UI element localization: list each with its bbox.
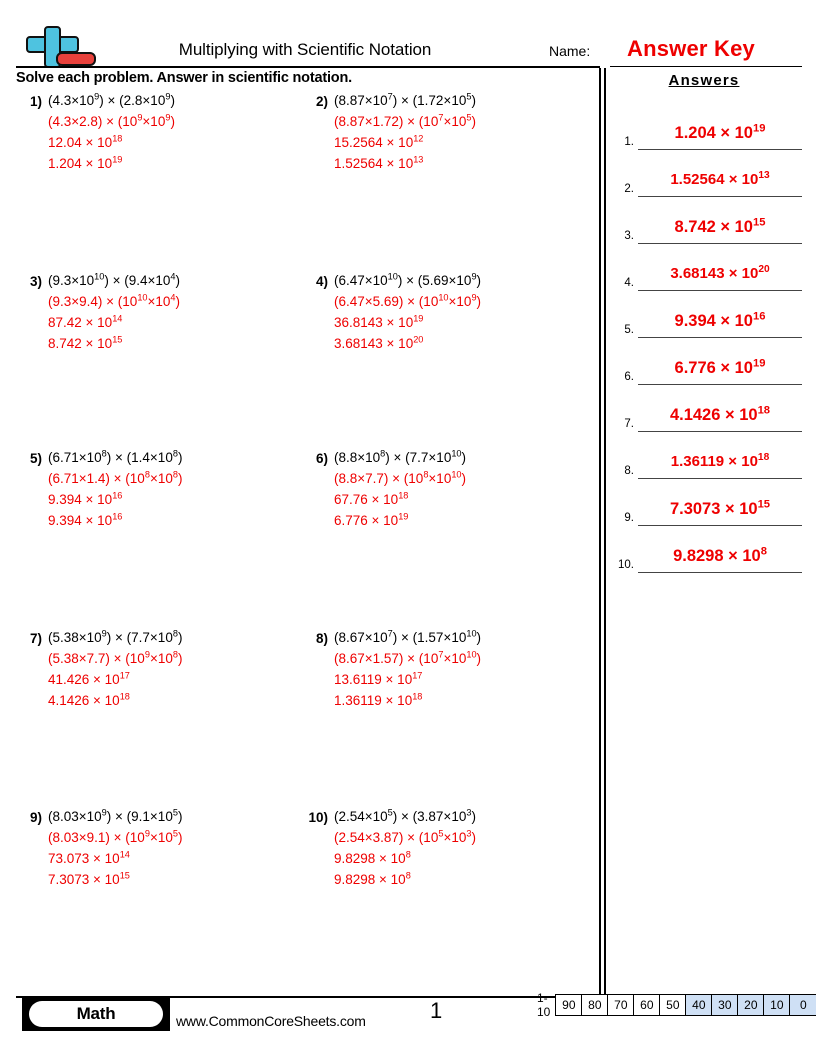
answer-value: $9.394 \times 10^{16}$ [674, 310, 766, 330]
grading-scale-cell: 60 [634, 995, 660, 1015]
problem-body [48, 806, 306, 890]
website-url: www.CommonCoreSheets.com [176, 1013, 366, 1029]
grading-scale-cell: 80 [582, 995, 608, 1015]
problem-worked-step: $8.742 \times 10^{15}$ [48, 334, 123, 351]
subject-badge-label: Math [29, 1001, 163, 1027]
grading-scale-cell: 50 [660, 995, 686, 1015]
problem-number: 10) [308, 810, 328, 825]
problem-body [48, 627, 306, 711]
problem-worked-step: $36.8143 \times 10^{19}$ [334, 313, 424, 330]
problem-question: $(6.47\times 10^{10}) \times (5.69\times 10^9)$ [334, 271, 482, 288]
problem-worked-step: $(4.3\times 2.8) \times (10^9\times 10^9)$ [48, 112, 175, 129]
answer-key-badge: Answer Key [627, 36, 755, 61]
problem-worked-step: $(5.38\times 7.7) \times (10^9\times 10^8)$ [48, 649, 183, 666]
problem-worked-step: $(2.54\times 3.87) \times (10^5\times 10^3)$ [334, 828, 476, 845]
problem-worked-step: $6.776 \times 10^{19}$ [334, 511, 409, 528]
problem-worked-step: $67.76 \times 10^{18}$ [334, 490, 409, 507]
problem-question: $(6.71\times 10^8) \times (1.4\times 10^8)$ [48, 448, 183, 465]
grading-scale-cell: 30 [712, 995, 738, 1015]
problem-body [334, 270, 592, 354]
answer-row[interactable] [612, 390, 807, 432]
problem-question: $(8.87\times 10^7) \times (1.72\times 10^5)$ [334, 91, 476, 108]
problem-body [334, 90, 592, 174]
grading-scale-cell: 90 [556, 995, 582, 1015]
worksheet-header [0, 0, 816, 68]
problem-question: $(8.8\times 10^8) \times (7.7\times 10^{10})$ [334, 448, 467, 465]
problem-number: 1) [29, 94, 42, 109]
problem-worked-step: $73.073 \times 10^{14}$ [48, 849, 130, 866]
problem-question: $(2.54\times 10^5) \times (3.87\times 10^3)$ [334, 807, 476, 824]
answer-row-index: 8. [624, 465, 634, 477]
answers-heading [606, 72, 802, 89]
problem-number: 3) [29, 274, 42, 289]
problem-worked-step: $(6.71\times 1.4) \times (10^8\times 10^8)$ [48, 469, 183, 486]
problem-number: 8) [315, 631, 328, 646]
answer-row-index: 3. [624, 230, 634, 242]
problem-number: 9) [29, 810, 42, 825]
problem-question: $(8.67\times 10^7) \times (1.57\times 10^{10})$ [334, 628, 482, 645]
answer-row-index: 4. [624, 277, 634, 289]
answer-row[interactable] [612, 202, 807, 244]
logo-minus-bar [56, 52, 96, 66]
problem-worked-step: $(8.87\times 1.72) \times (10^7\times 10^5)$ [334, 112, 476, 129]
answer-blank[interactable] [638, 307, 802, 338]
answer-row[interactable] [612, 531, 807, 573]
problem-body [48, 90, 306, 174]
grading-scale-range-label: 1-10 [537, 991, 551, 1019]
answer-blank[interactable] [638, 354, 802, 385]
problem-body [48, 447, 306, 531]
problem-number: 7) [29, 631, 42, 646]
answer-blank[interactable] [638, 119, 802, 150]
problem-question: $(8.03\times 10^9) \times (9.1\times 10^5)$ [48, 807, 183, 824]
answer-row[interactable] [612, 343, 807, 385]
answer-value: $8.742 \times 10^{15}$ [674, 216, 766, 236]
problem-body [48, 270, 306, 354]
problem-worked-step: $87.42 \times 10^{14}$ [48, 313, 123, 330]
problem-worked-step: $9.8298 \times 10^8$ [334, 870, 411, 887]
answer-value: $7.3073 \times 10^{15}$ [669, 498, 771, 518]
problem-body [334, 447, 592, 531]
answer-row[interactable] [612, 437, 807, 479]
problem-worked-step: $1.52564 \times 10^{13}$ [334, 154, 424, 171]
grading-scale-cell: 0 [790, 995, 816, 1015]
grading-scale-cell: 70 [608, 995, 634, 1015]
answer-row-index: 2. [624, 183, 634, 195]
grading-scale-cell: 10 [764, 995, 790, 1015]
problem-number: 5) [29, 451, 42, 466]
answer-value: $1.36119 \times 10^{18}$ [670, 452, 770, 470]
problem-worked-step: $1.204 \times 10^{19}$ [48, 154, 123, 171]
problem-question: $(5.38\times 10^9) \times (7.7\times 10^8)$ [48, 628, 183, 645]
answer-row-index: 6. [624, 371, 634, 383]
grading-scale-cells [555, 994, 816, 1016]
answer-row-index: 7. [624, 418, 634, 430]
problem-question: $(9.3\times 10^{10}) \times (9.4\times 10^4)$ [48, 271, 181, 288]
answer-row[interactable] [612, 108, 807, 150]
answer-blank[interactable] [638, 495, 802, 526]
problem-body [334, 806, 592, 890]
problem-worked-step: $41.426 \times 10^{17}$ [48, 670, 130, 687]
header-divider-line-right [610, 66, 802, 67]
subject-badge [22, 997, 170, 1031]
answer-blank[interactable] [638, 401, 802, 432]
column-divider [599, 68, 606, 998]
problem-worked-step: $7.3073 \times 10^{15}$ [48, 870, 130, 887]
problem-number: 4) [315, 274, 328, 289]
answer-value: $6.776 \times 10^{19}$ [674, 357, 766, 377]
answer-row-index: 1. [624, 136, 634, 148]
answers-heading-text: Answers [668, 72, 740, 89]
answer-value: $4.1426 \times 10^{18}$ [669, 404, 771, 424]
answer-blank[interactable] [638, 166, 802, 197]
problem-worked-step: $1.36119 \times 10^{18}$ [334, 691, 423, 708]
answer-blank[interactable] [638, 542, 802, 573]
problem-number: 2) [315, 94, 328, 109]
grading-scale [537, 991, 816, 1019]
page-title: Multiplying with Scientific Notation [178, 40, 432, 59]
problem-worked-step: $(8.8\times 7.7) \times (10^8\times 10^{10})$ [334, 469, 467, 486]
answer-value: $9.8298 \times 10^8$ [673, 545, 767, 565]
problem-question: $(4.3\times 10^9) \times (2.8\times 10^9)$ [48, 91, 175, 108]
header-divider-line [16, 66, 600, 68]
answer-row[interactable] [612, 296, 807, 338]
answer-row-index: 5. [624, 324, 634, 336]
problem-worked-step: $13.6119 \times 10^{17}$ [334, 670, 423, 687]
page-number: 1 [430, 998, 443, 1023]
grading-scale-cell: 20 [738, 995, 764, 1015]
answer-row[interactable] [612, 249, 807, 291]
problem-worked-step: $(6.47\times 5.69) \times (10^{10}\times 10^9)$ [334, 292, 482, 309]
problem-worked-step: $(9.3\times 9.4) \times (10^{10}\times 10^4)$ [48, 292, 181, 309]
grading-scale-cell: 40 [686, 995, 712, 1015]
answer-row-index: 10. [618, 559, 634, 571]
problem-body [334, 627, 592, 711]
problem-worked-step: $(8.03\times 9.1) \times (10^9\times 10^5)$ [48, 828, 183, 845]
answer-row-index: 9. [624, 512, 634, 524]
answer-blank[interactable] [638, 213, 802, 244]
problem-number: 6) [315, 451, 328, 466]
answer-value: $1.52564 \times 10^{13}$ [670, 170, 770, 188]
plus-minus-logo-icon [18, 26, 98, 70]
answer-blank[interactable] [638, 260, 802, 291]
problem-worked-step: $9.8298 \times 10^8$ [334, 849, 411, 866]
problem-worked-step: $3.68143 \times 10^{20}$ [334, 334, 424, 351]
problem-worked-step: $(8.67\times 1.57) \times (10^7\times 10^{10})$ [334, 649, 482, 666]
name-label: Name: [549, 43, 591, 59]
problem-worked-step: $15.2564 \times 10^{12}$ [334, 133, 424, 150]
answer-row[interactable] [612, 484, 807, 526]
answer-value: $1.204 \times 10^{19}$ [674, 122, 766, 142]
answer-blank[interactable] [638, 448, 802, 479]
problem-worked-step: $12.04 \times 10^{18}$ [48, 133, 123, 150]
instructions-text: Solve each problem. Answer in scientific notation. [16, 70, 352, 86]
answers-panel [606, 68, 816, 998]
answer-row[interactable] [612, 155, 807, 197]
problem-worked-step: $9.394 \times 10^{16}$ [48, 511, 123, 528]
problem-worked-step: $4.1426 \times 10^{18}$ [48, 691, 130, 708]
problem-worked-step: $9.394 \times 10^{16}$ [48, 490, 123, 507]
answer-value: $3.68143 \times 10^{20}$ [670, 264, 770, 282]
